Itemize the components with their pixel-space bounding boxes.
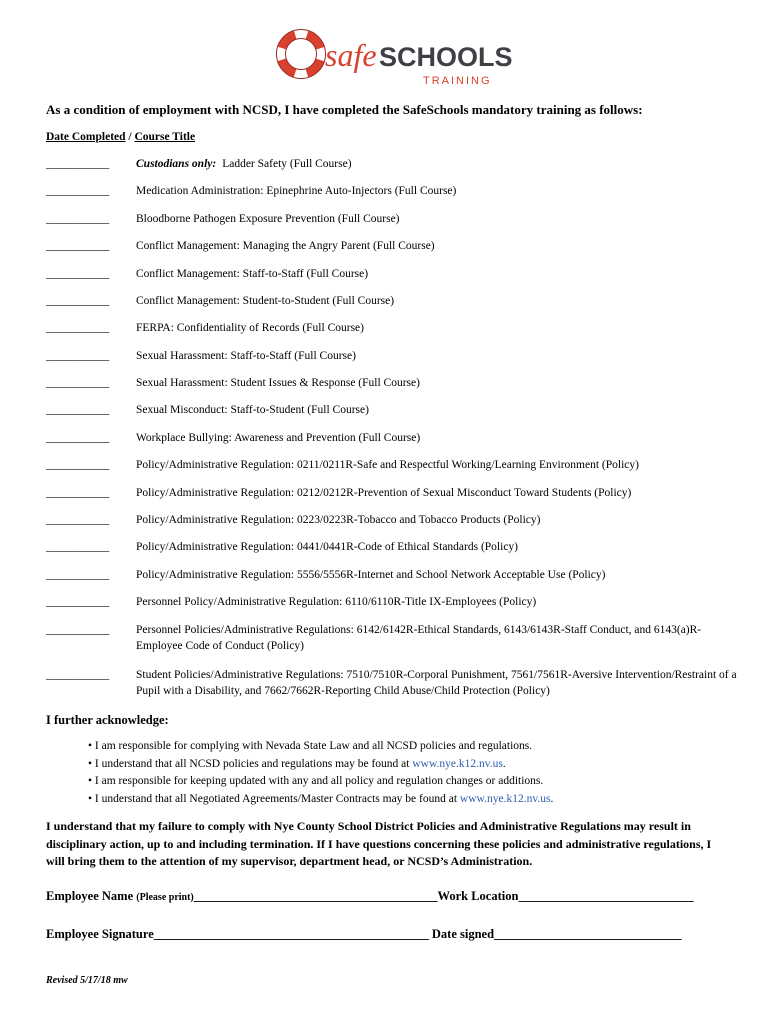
date-blank[interactable]: ___________ — [46, 350, 110, 362]
course-title: Conflict Management: Staff-to-Staff (Full Course) — [136, 268, 369, 280]
date-blank[interactable]: ___________ — [46, 322, 110, 334]
acknowledge-list — [88, 738, 553, 808]
intro-statement: As a condition of employment with NCSD, I have completed the SafeSchools mandatory training as follows: — [46, 102, 643, 117]
list-item: • I am responsible for keeping updated with any and all policy and regulation changes or additions. — [88, 775, 544, 787]
date-blank[interactable]: ___________ — [46, 240, 110, 252]
date-blank[interactable]: ___________ — [46, 596, 110, 608]
date-signed-label: Date signed — [428, 927, 495, 941]
course-title: FERPA: Confidentiality of Records (Full Course) — [136, 322, 364, 334]
life-ring-icon — [273, 24, 513, 90]
date-blank[interactable]: ___________ — [46, 295, 110, 307]
course-title: Personnel Policies/Administrative Regulations: 6142/6142R-Ethical Standards, 6143/6143R-Staff Conduct, and 6143(a)R-Employee Code of Conduct (Policy) — [136, 624, 702, 652]
list-item: • I understand that all NCSD policies and regulations may be found at www.nye.k12.nv.us. — [88, 757, 506, 770]
course-title: Policy/Administrative Regulation: 0223/0223R-Tobacco and Tobacco Products (Policy) — [136, 514, 541, 526]
nye-website-link[interactable]: www.nye.k12.nv.us — [459, 792, 551, 805]
course-title: Personnel Policy/Administrative Regulation: 6110/6110R-Title IX-Employees (Policy) — [136, 596, 537, 608]
column-headers — [46, 131, 195, 143]
course-title: Conflict Management: Student-to-Student (Full Course) — [136, 295, 395, 307]
please-print-hint: (Please print) — [136, 892, 194, 903]
work-location-label: Work Location — [437, 889, 519, 903]
safeschools-logo — [273, 24, 513, 90]
course-title: Workplace Bullying: Awareness and Prevention (Full Course) — [136, 432, 421, 444]
date-blank[interactable]: ___________ — [46, 624, 110, 636]
course-title-header: Course Title — [134, 131, 196, 143]
date-blank[interactable]: ___________ — [46, 541, 110, 553]
employee-signature-field[interactable]: ____________________________________________ — [153, 927, 429, 941]
employee-name-field[interactable]: _______________________________________ — [193, 889, 438, 903]
compliance-statement: I understand that my failure to comply with Nye County School District Policies and Administrative Regulations may result in disciplinary action, up to and including termination. If I have questions concerning these policies and administrative regulations, I will bring them to the attention of my supervisor, department head, or NCSD’s Administration. — [46, 819, 712, 868]
employee-signature-label: Employee Signature — [46, 927, 154, 941]
date-blank[interactable]: ___________ — [46, 569, 110, 581]
employee-name-line — [46, 889, 693, 904]
date-blank[interactable]: ___________ — [46, 404, 110, 416]
date-blank[interactable]: ___________ — [46, 487, 110, 499]
course-title: Policy/Administrative Regulation: 0212/0212R-Prevention of Sexual Misconduct Toward Students (Policy) — [136, 487, 632, 499]
date-blank[interactable]: ___________ — [46, 432, 110, 444]
logo-sub: TRAINING — [423, 75, 492, 87]
date-blank[interactable]: ___________ — [46, 377, 110, 389]
date-completed-header: Date Completed — [46, 131, 126, 143]
list-item: • I understand that all Negotiated Agreements/Master Contracts may be found at www.nye.k12.nv.us. — [88, 792, 554, 805]
date-blank[interactable]: ___________ — [46, 514, 110, 526]
date-blank[interactable]: ___________ — [46, 669, 110, 681]
date-signed-field[interactable]: ______________________________ — [494, 927, 682, 941]
date-blank[interactable]: ___________ — [46, 459, 110, 471]
course-title: Policy/Administrative Regulation: 5556/5556R-Internet and School Network Acceptable Use (Policy) — [136, 569, 606, 581]
acknowledge-heading: I further acknowledge: — [46, 713, 169, 727]
work-location-field[interactable]: ____________________________ — [518, 889, 694, 903]
course-title: Student Policies/Administrative Regulations: 7510/7510R-Corporal Punishment, 7561/7561R-Aversive Intervention/Restraint of a Pupil with a Disability, and 7662/7662R-Reporting Child Abuse/Child Protection (Policy) — [136, 669, 737, 697]
date-blank[interactable]: ___________ — [46, 268, 110, 280]
header-separator: / — [125, 131, 135, 143]
date-blank[interactable]: ___________ — [46, 158, 110, 170]
nye-website-link[interactable]: www.nye.k12.nv.us — [412, 757, 503, 770]
course-title: Sexual Misconduct: Staff-to-Student (Full Course) — [136, 404, 369, 416]
course-title: Sexual Harassment: Staff-to-Staff (Full Course) — [136, 350, 356, 362]
course-title: Policy/Administrative Regulation: 0211/0211R-Safe and Respectful Working/Learning Environment (Policy) — [136, 459, 639, 471]
date-blank[interactable]: ___________ — [46, 213, 110, 225]
course-title: Conflict Management: Managing the Angry Parent (Full Course) — [136, 240, 435, 252]
course-title: Bloodborne Pathogen Exposure Prevention (Full Course) — [136, 213, 400, 225]
course-title: Custodians only: Ladder Safety (Full Course) — [136, 158, 352, 170]
logo-brand-right: SCHOOLS — [379, 42, 513, 72]
custodians-only-label: Custodians only: — [136, 158, 217, 170]
logo-brand-left: safe — [325, 37, 377, 73]
employee-name-label: Employee Name — [46, 889, 137, 903]
employee-signature-line — [46, 927, 682, 942]
course-title: Medication Administration: Epinephrine Auto-Injectors (Full Course) — [136, 185, 457, 197]
revision-note: Revised 5/17/18 mw — [46, 975, 128, 986]
date-blank[interactable]: ___________ — [46, 185, 110, 197]
course-title: Sexual Harassment: Student Issues & Response (Full Course) — [136, 377, 420, 389]
course-title: Policy/Administrative Regulation: 0441/0441R-Code of Ethical Standards (Policy) — [136, 541, 519, 553]
list-item: • I am responsible for complying with Nevada State Law and all NCSD policies and regulations. — [88, 740, 533, 752]
